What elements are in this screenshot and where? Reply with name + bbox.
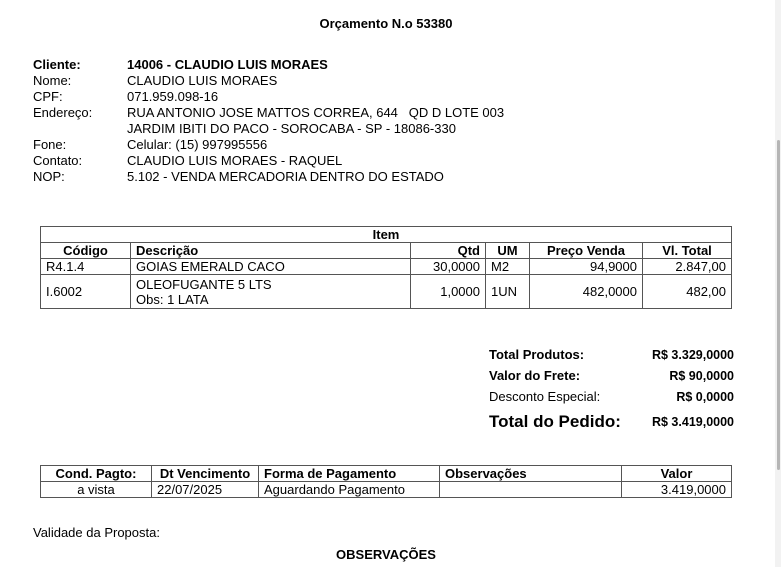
header-value: Valor bbox=[622, 466, 732, 482]
item-um: M2 bbox=[486, 259, 530, 275]
payment-cond: a vista bbox=[41, 482, 152, 498]
header-due: Dt Vencimento bbox=[152, 466, 259, 482]
header-code: Código bbox=[41, 243, 131, 259]
freight-label: Valor do Frete: bbox=[489, 368, 581, 383]
cpf-label: CPF: bbox=[33, 89, 63, 104]
item-total: 482,00 bbox=[643, 275, 732, 309]
item-code: I.6002 bbox=[41, 275, 131, 309]
header-qty: Qtd bbox=[411, 243, 486, 259]
items-caption: Item bbox=[41, 227, 732, 243]
totals-block bbox=[489, 344, 734, 437]
nop-label: NOP: bbox=[33, 169, 65, 184]
client-row-address bbox=[33, 105, 504, 121]
client-row-contact bbox=[33, 153, 504, 169]
payment-table bbox=[40, 465, 732, 498]
address-label: Endereço: bbox=[33, 105, 93, 120]
nop-value: 5.102 - VENDA MERCADORIA DENTRO DO ESTADO bbox=[127, 169, 444, 184]
item-code: R4.1.4 bbox=[41, 259, 131, 275]
client-info bbox=[33, 57, 504, 185]
address-2-label bbox=[33, 121, 127, 137]
freight-row bbox=[489, 365, 734, 386]
cpf-value: 071.959.098-16 bbox=[127, 89, 219, 104]
client-label: Cliente: bbox=[33, 57, 81, 72]
item-description: GOIAS EMERALD CACO bbox=[131, 259, 411, 275]
payment-header-row bbox=[41, 466, 732, 482]
item-total: 2.847,00 bbox=[643, 259, 732, 275]
name-label: Nome: bbox=[33, 73, 72, 88]
item-obs: Obs: 1 LATA bbox=[136, 291, 209, 307]
item-um: 1UN bbox=[486, 275, 530, 309]
freight-value: R$ 90,0000 bbox=[669, 368, 734, 383]
total-products-row bbox=[489, 344, 734, 365]
table-row bbox=[41, 275, 732, 309]
header-total: Vl. Total bbox=[643, 243, 732, 259]
item-description: OLEOFUGANTE 5 LTS bbox=[136, 276, 272, 292]
payment-obs bbox=[440, 482, 622, 498]
client-row-name bbox=[33, 73, 504, 89]
payment-due: 22/07/2025 bbox=[152, 482, 259, 498]
item-price: 94,9000 bbox=[530, 259, 643, 275]
phone-label: Fone: bbox=[33, 137, 67, 152]
discount-label: Desconto Especial: bbox=[489, 389, 601, 404]
vertical-scrollbar[interactable] bbox=[775, 0, 781, 567]
order-total-label: Total do Pedido: bbox=[489, 412, 621, 431]
observations-title: OBSERVAÇÕES bbox=[336, 547, 436, 562]
items-caption-row bbox=[41, 227, 732, 243]
item-price: 482,0000 bbox=[530, 275, 643, 309]
item-qty: 30,0000 bbox=[411, 259, 486, 275]
item-description-cell bbox=[131, 275, 411, 309]
items-table bbox=[40, 226, 732, 309]
item-qty: 1,0000 bbox=[411, 275, 486, 309]
discount-value: R$ 0,0000 bbox=[676, 389, 734, 404]
header-um: UM bbox=[486, 243, 530, 259]
client-row-phone bbox=[33, 137, 504, 153]
validity-label: Validade da Proposta: bbox=[33, 525, 160, 540]
payment-value: 3.419,0000 bbox=[622, 482, 732, 498]
table-row bbox=[41, 482, 732, 498]
document-title: Orçamento N.o 53380 bbox=[319, 16, 453, 31]
client-row-nop bbox=[33, 169, 504, 185]
client-row-cpf bbox=[33, 89, 504, 105]
header-cond: Cond. Pagto: bbox=[41, 466, 152, 482]
order-total-value: R$ 3.419,0000 bbox=[651, 415, 734, 429]
header-price: Preço Venda bbox=[530, 243, 643, 259]
order-total-row bbox=[489, 407, 734, 437]
contact-value: CLAUDIO LUIS MORAES - RAQUEL bbox=[127, 153, 343, 168]
address-2-value: JARDIM IBITI DO PACO - SOROCABA - SP - 18086-330 bbox=[127, 121, 456, 136]
scrollbar-thumb[interactable] bbox=[777, 140, 780, 470]
payment-form: Aguardando Pagamento bbox=[259, 482, 440, 498]
discount-row bbox=[489, 386, 734, 407]
contact-label: Contato: bbox=[33, 153, 83, 168]
client-value: 14006 - CLAUDIO LUIS MORAES bbox=[127, 57, 328, 72]
address-value: RUA ANTONIO JOSE MATTOS CORREA, 644 QD D LOTE 003 bbox=[127, 105, 505, 120]
header-obs: Observações bbox=[440, 466, 622, 482]
client-row-id bbox=[33, 57, 504, 73]
phone-value: Celular: (15) 997995556 bbox=[127, 137, 268, 152]
total-products-label: Total Produtos: bbox=[489, 347, 585, 362]
name-value: CLAUDIO LUIS MORAES bbox=[127, 73, 278, 88]
table-row bbox=[41, 259, 732, 275]
client-row-address-2 bbox=[33, 121, 504, 137]
header-description: Descrição bbox=[131, 243, 411, 259]
items-header-row bbox=[41, 243, 732, 259]
total-products-value: R$ 3.329,0000 bbox=[651, 347, 734, 362]
header-form: Forma de Pagamento bbox=[259, 466, 440, 482]
